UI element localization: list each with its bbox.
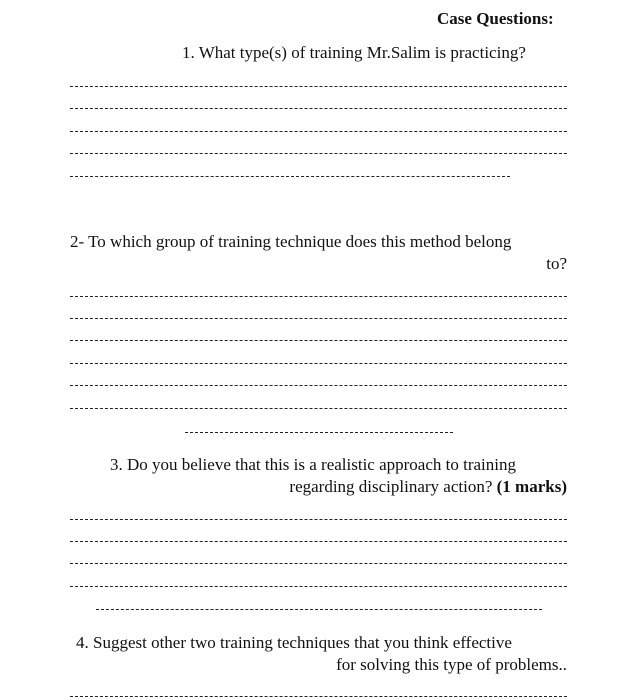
answer-line[interactable] [70,541,567,542]
page-title: Case Questions: [437,9,554,28]
question-3-line-2 [289,476,567,498]
answer-line[interactable] [70,696,567,697]
question-1: 1. What type(s) of training Mr.Salim is practicing? [182,43,526,62]
answer-line[interactable] [70,86,567,87]
answer-line[interactable] [96,609,542,610]
answer-line[interactable] [70,108,567,109]
question-3-line-1: 3. Do you believe that this is a realistic approach to training [110,455,516,474]
answer-line[interactable] [70,563,567,564]
question-4-line-1: 4. Suggest other two training techniques that you think effective [76,633,512,652]
question-2-line-2: to? [546,254,567,273]
answer-line[interactable] [70,176,510,177]
answer-line[interactable] [70,296,567,297]
answer-line[interactable] [70,131,567,132]
answer-line[interactable] [70,385,567,386]
question-2-line-1: 2- To which group of training technique does this method belong [70,232,512,251]
question-3-text: regarding disciplinary action? [289,477,493,496]
answer-line[interactable] [70,318,567,319]
marks-label: (1 marks) [496,477,567,496]
answer-line[interactable] [185,432,453,433]
answer-line[interactable] [70,519,567,520]
answer-line[interactable] [70,340,567,341]
answer-line[interactable] [70,586,567,587]
answer-line[interactable] [70,408,567,409]
question-4-line-2: for solving this type of problems.. [336,655,567,674]
answer-line[interactable] [70,363,567,364]
answer-line[interactable] [70,153,567,154]
